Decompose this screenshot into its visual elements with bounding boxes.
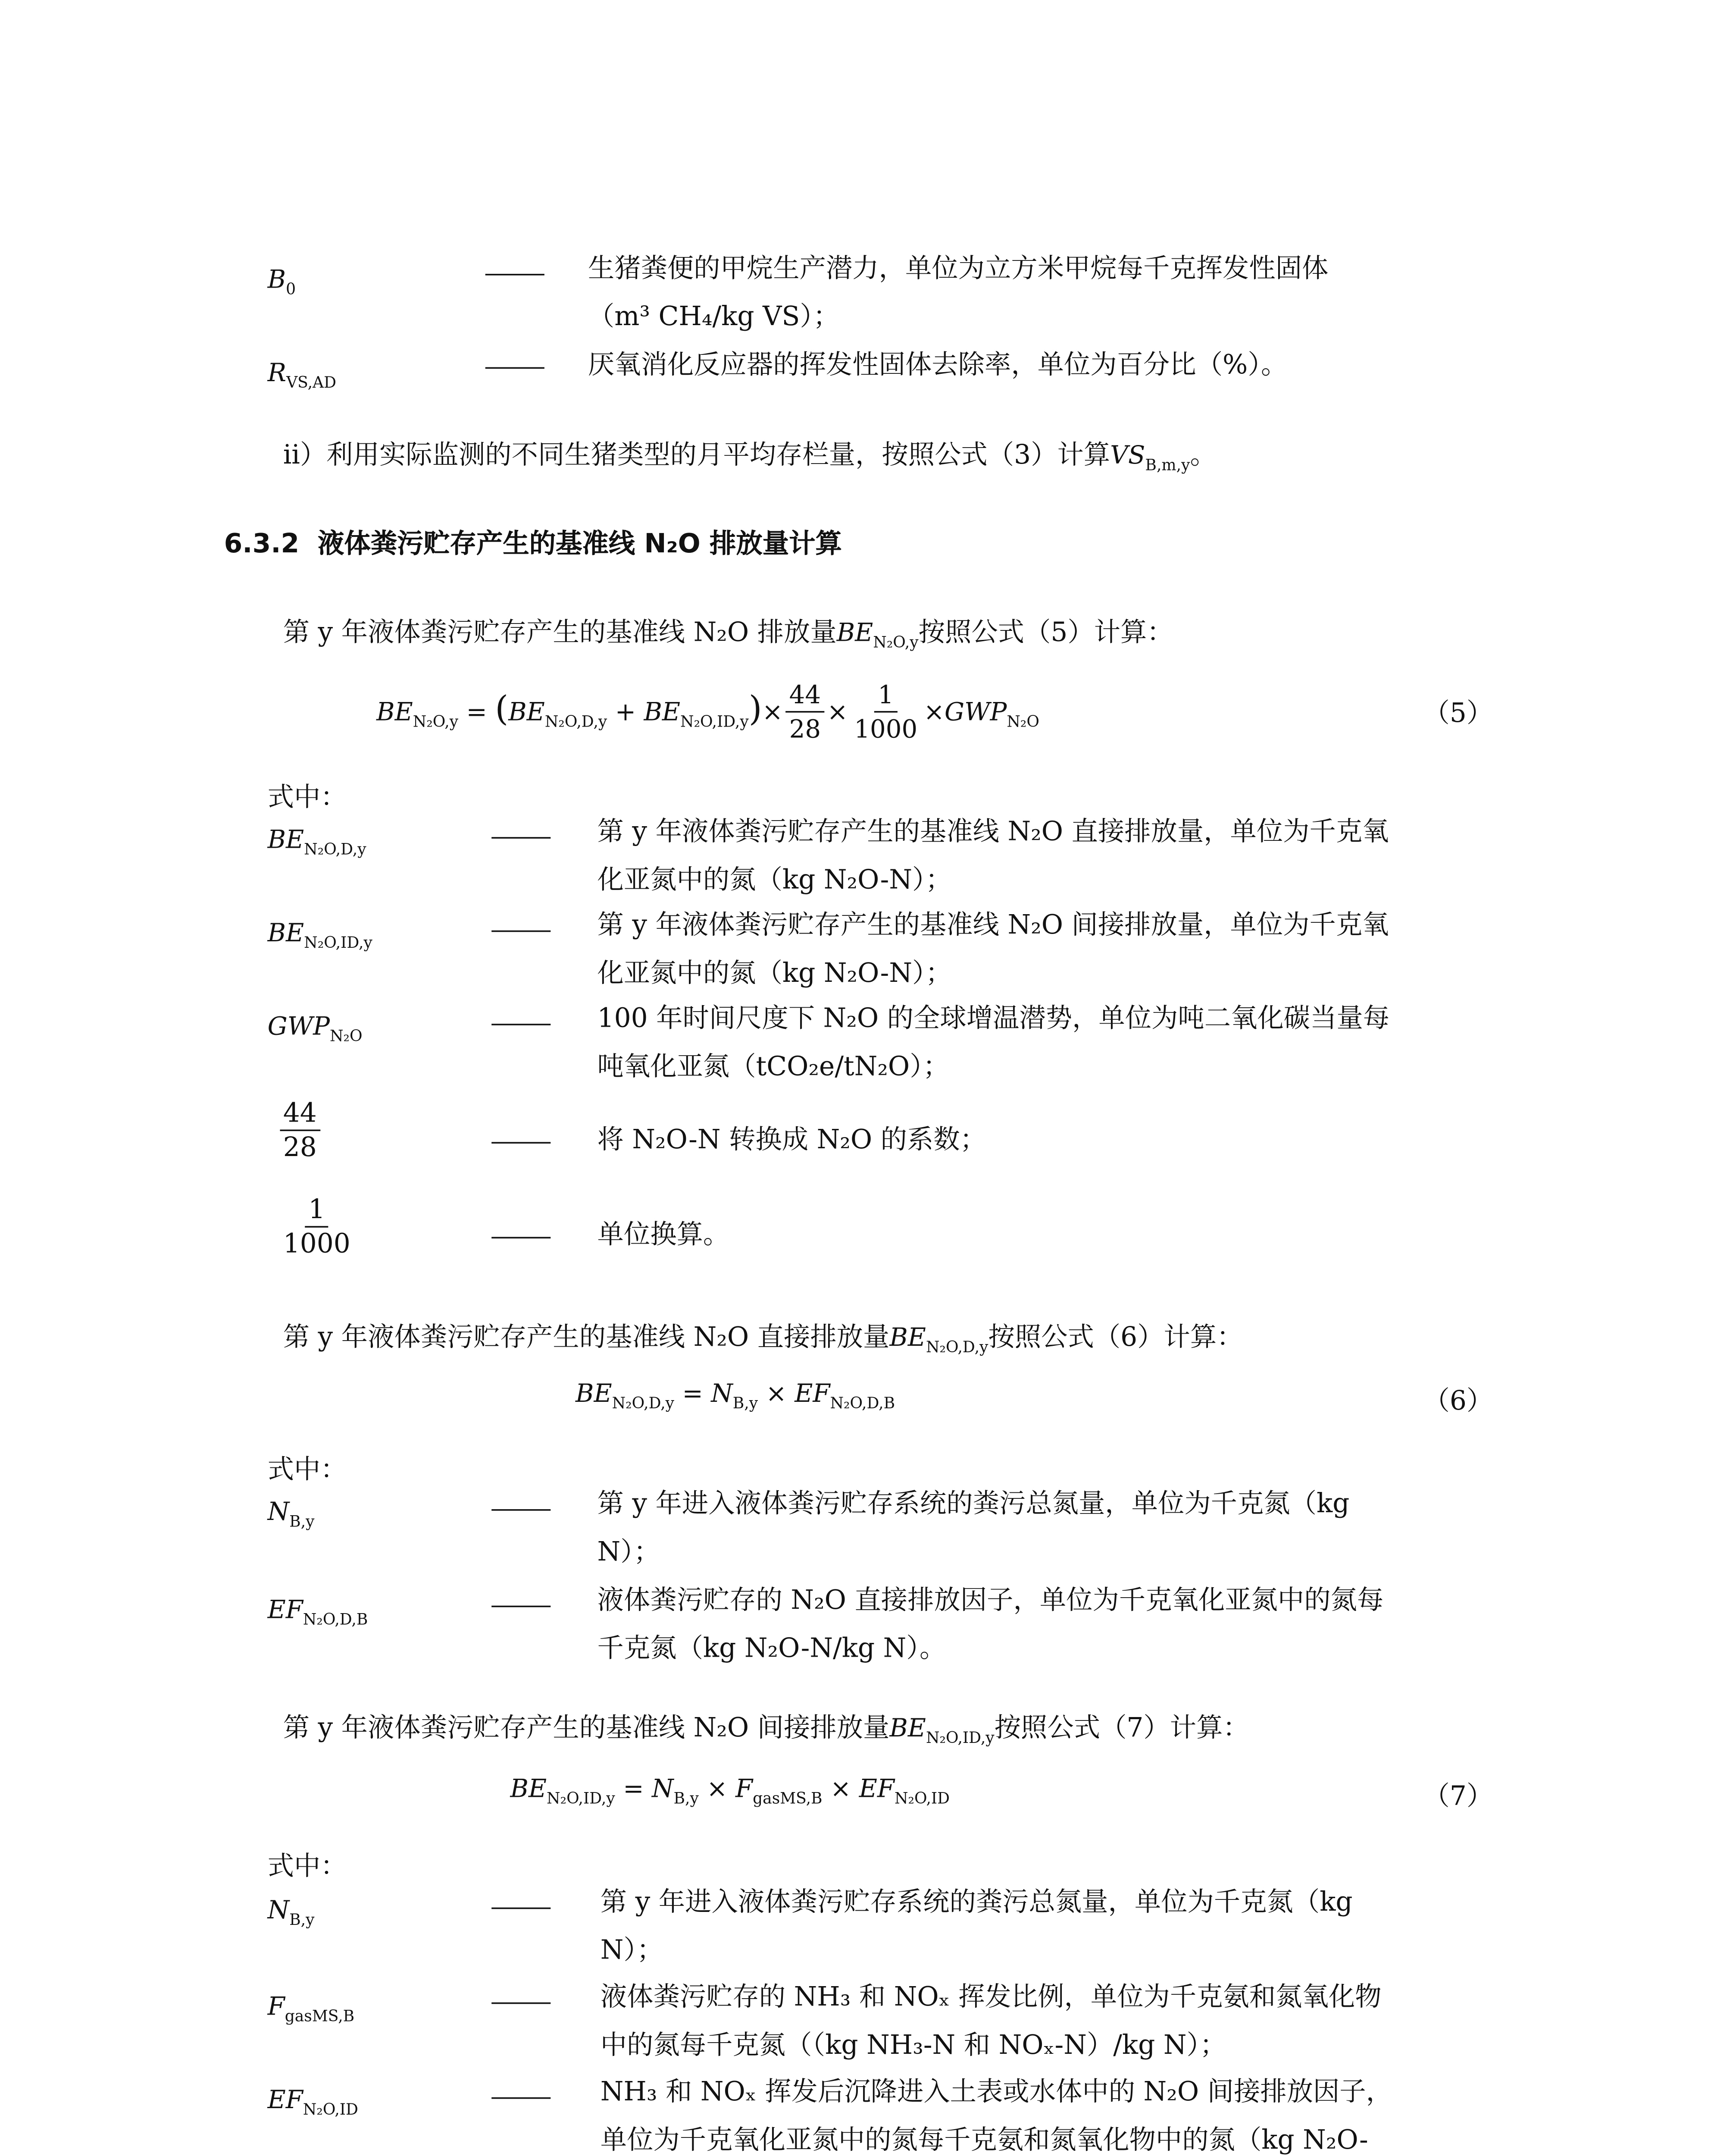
symbol-be-n2o-id-y: $BE_{N_2O,ID,y}$: [267, 918, 372, 953]
formula-intro: 第 y 年液体粪污贮存产生的基准线 N₂O 排放量$BE_{N_2O,y}$按照公式（5）计算：: [283, 617, 1173, 652]
section-heading: 6.3.2 液体粪污贮存产生的基准线 N₂O 排放量计算: [224, 529, 842, 560]
equation-number: （6）: [1423, 1386, 1493, 1418]
fraction-1-1000: $\frac{1}{1000}$: [854, 680, 918, 744]
equation-number: （5）: [1423, 699, 1493, 730]
em-dash: [485, 367, 544, 369]
fraction-1-1000: $\frac{1}{1000}$: [283, 1195, 350, 1260]
symbol-ef-n2o-d-b: $EF_{N_2O,D,B}$: [267, 1595, 368, 1630]
definition-text: 第 y 年液体粪污贮存产生的基准线 N₂O 直接排放量，单位为千克氧 化亚氮中的氮（kg N₂O-N）；: [597, 817, 1389, 896]
definition-text: 将 N₂O-N 转换成 N₂O 的系数；: [597, 1125, 987, 1156]
definition-text: 第 y 年液体粪污贮存产生的基准线 N₂O 间接排放量，单位为千克氧 化亚氮中的氮（kg N₂O-N）；: [597, 910, 1389, 990]
symbol-n-b-y: $N_{B,y}$: [267, 1895, 315, 1930]
definition-text: 厌氧消化反应器的挥发性固体去除率，单位为百分比（%）。: [588, 350, 1288, 382]
em-dash: [491, 1908, 551, 1909]
formula-intro: 第 y 年液体粪污贮存产生的基准线 N₂O 直接排放量$BE_{N_2O,D,y}$按照公式（6）计算：: [283, 1322, 1243, 1357]
fraction-44-28: $\frac{44}{28}$: [277, 1098, 323, 1165]
equation-5: $BE_{N_2O,y} = (BE_{N_2O,D,y} + BE_{N_2O,ID,y})\times$ $\frac{44}{28}$ × $\frac{1}{1000}$ $\times GWP_{N_2O}$: [376, 669, 1039, 766]
em-dash: [491, 931, 551, 932]
symbol-be-n2o-d-y: $BE_{N_2O,D,y}$: [267, 824, 366, 859]
em-dash: [491, 837, 551, 839]
definition-text: 第 y 年进入液体粪污贮存系统的粪污总氮量，单位为千克氮（kg N）；: [597, 1489, 1350, 1569]
where-label: 式中：: [267, 1851, 347, 1883]
equation-6: $BE_{N_2O,D,y} = N_{B,y} \times EF_{N_2O,D,B}$: [576, 1378, 895, 1413]
em-dash: [485, 274, 544, 276]
fraction-44-28: $\frac{44}{28}$: [786, 680, 824, 747]
symbol-f-gasms-b: $F_{gasMS,B}$: [267, 1991, 355, 2026]
formula-intro: 第 y 年液体粪污贮存产生的基准线 N₂O 间接排放量$BE_{N_2O,ID,y}$按照公式（7）计算：: [283, 1713, 1249, 1748]
definition-text: 液体粪污贮存的 N₂O 直接排放因子，单位为千克氧化亚氮中的氮每 千克氮（kg N₂O-N/kg N）。: [597, 1585, 1384, 1665]
symbol-ef-n2o-id: $EF_{N_2O,ID}$: [267, 2084, 359, 2120]
em-dash: [491, 2097, 551, 2099]
em-dash: [491, 1606, 551, 1608]
definition-text: NH₃ 和 NOₓ 挥发后沉降进入土表或水体中的 N₂O 间接排放因子， 单位为千克氧化亚氮中的氮每千克氨和氮氧化物中的氮（kg N₂O-: [600, 2077, 1393, 2156]
symbol-b0: $B_0$: [267, 264, 296, 299]
symbol-n-b-y: $N_{B,y}$: [267, 1497, 315, 1532]
where-label: 式中：: [267, 782, 347, 814]
definition-text: 第 y 年进入液体粪污贮存系统的粪污总氮量，单位为千克氮（kg N）；: [600, 1887, 1353, 1967]
definition-text: 100 年时间尺度下 N₂O 的全球增温潜势，单位为吨二氧化碳当量每 吨氧化亚氮（tCO₂e/tN₂O）；: [597, 1003, 1390, 1083]
definition-text: 液体粪污贮存的 NH₃ 和 NOₓ 挥发比例，单位为千克氨和氮氧化物 中的氮每千克氮（（kg NH₃-N 和 NOₓ-N）/kg N）；: [600, 1982, 1382, 2062]
em-dash: [491, 2002, 551, 2004]
em-dash: [491, 1237, 551, 1239]
em-dash: [491, 1024, 551, 1025]
em-dash: [491, 1509, 551, 1511]
where-label: 式中：: [267, 1454, 347, 1486]
definition-text: 生猪粪便的甲烷生产潜力，单位为立方米甲烷每千克挥发性固体 （m³ CH₄/kg VS）；: [588, 254, 1329, 333]
equation-number: （7）: [1423, 1781, 1493, 1813]
symbol-rvsad: $R_{VS,AD}$: [267, 357, 337, 392]
em-dash: [491, 1142, 551, 1144]
paragraph-ii: ii）利用实际监测的不同生猪类型的月平均存栏量，按照公式（3）计算$VS_{B,m,y}$。: [283, 440, 1217, 475]
definition-text: 单位换算。: [597, 1219, 730, 1251]
symbol-gwp-n2o: $GWP_{N_2O}$: [267, 1011, 363, 1046]
equation-7: $BE_{N_2O,ID,y} = N_{B,y} \times F_{gasMS,B} \times EF_{N_2O,ID}$: [510, 1774, 950, 1808]
